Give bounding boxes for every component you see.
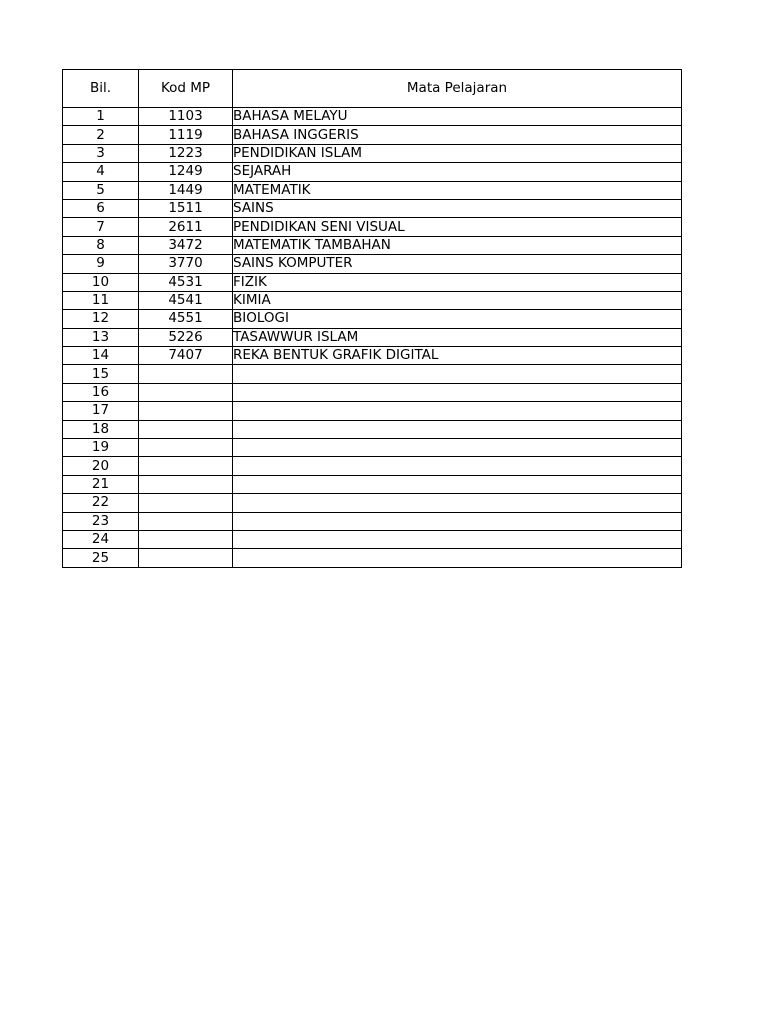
cell-mata-pelajaran: SAINS [233, 199, 682, 217]
cell-bil: 21 [63, 475, 139, 493]
header-bil: Bil. [63, 70, 139, 108]
table-row [63, 255, 682, 273]
table-body [63, 108, 682, 568]
table-row [63, 273, 682, 291]
cell-kod-mp [139, 494, 233, 512]
table-row [63, 383, 682, 401]
table-row [63, 291, 682, 309]
cell-bil: 13 [63, 328, 139, 346]
cell-mata-pelajaran: SEJARAH [233, 163, 682, 181]
cell-bil: 16 [63, 383, 139, 401]
cell-kod-mp: 4551 [139, 310, 233, 328]
table-row [63, 236, 682, 254]
cell-bil: 2 [63, 126, 139, 144]
cell-bil: 1 [63, 108, 139, 126]
cell-bil: 15 [63, 365, 139, 383]
table-row [63, 512, 682, 530]
table-row [63, 108, 682, 126]
table-row [63, 310, 682, 328]
cell-mata-pelajaran [233, 530, 682, 548]
cell-mata-pelajaran [233, 383, 682, 401]
cell-mata-pelajaran: BAHASA INGGERIS [233, 126, 682, 144]
cell-kod-mp [139, 420, 233, 438]
cell-mata-pelajaran: TASAWWUR ISLAM [233, 328, 682, 346]
cell-mata-pelajaran: BAHASA MELAYU [233, 108, 682, 126]
cell-kod-mp: 5226 [139, 328, 233, 346]
cell-mata-pelajaran: BIOLOGI [233, 310, 682, 328]
cell-kod-mp [139, 457, 233, 475]
table-row [63, 347, 682, 365]
cell-kod-mp: 2611 [139, 218, 233, 236]
cell-mata-pelajaran: MATEMATIK [233, 181, 682, 199]
cell-bil: 8 [63, 236, 139, 254]
cell-bil: 10 [63, 273, 139, 291]
cell-kod-mp: 7407 [139, 347, 233, 365]
cell-bil: 24 [63, 530, 139, 548]
cell-kod-mp: 1511 [139, 199, 233, 217]
table-row [63, 439, 682, 457]
cell-bil: 3 [63, 144, 139, 162]
cell-mata-pelajaran [233, 549, 682, 567]
cell-mata-pelajaran [233, 494, 682, 512]
cell-mata-pelajaran [233, 439, 682, 457]
table-row [63, 402, 682, 420]
cell-bil: 11 [63, 291, 139, 309]
cell-bil: 14 [63, 347, 139, 365]
cell-kod-mp: 1103 [139, 108, 233, 126]
cell-kod-mp [139, 512, 233, 530]
cell-kod-mp [139, 530, 233, 548]
table-row [63, 199, 682, 217]
cell-bil: 25 [63, 549, 139, 567]
cell-bil: 12 [63, 310, 139, 328]
table-row [63, 475, 682, 493]
cell-mata-pelajaran: PENDIDIKAN ISLAM [233, 144, 682, 162]
cell-mata-pelajaran: REKA BENTUK GRAFIK DIGITAL [233, 347, 682, 365]
cell-kod-mp: 1119 [139, 126, 233, 144]
cell-kod-mp [139, 365, 233, 383]
cell-kod-mp: 1449 [139, 181, 233, 199]
cell-kod-mp [139, 402, 233, 420]
cell-bil: 9 [63, 255, 139, 273]
cell-kod-mp [139, 439, 233, 457]
cell-kod-mp: 4531 [139, 273, 233, 291]
cell-kod-mp: 1223 [139, 144, 233, 162]
subject-table [62, 69, 682, 568]
subject-sheet [62, 69, 682, 568]
table-row [63, 365, 682, 383]
cell-kod-mp: 4541 [139, 291, 233, 309]
cell-mata-pelajaran [233, 457, 682, 475]
cell-mata-pelajaran [233, 402, 682, 420]
table-header [63, 70, 682, 108]
cell-mata-pelajaran [233, 365, 682, 383]
cell-bil: 22 [63, 494, 139, 512]
cell-bil: 7 [63, 218, 139, 236]
cell-mata-pelajaran: FIZIK [233, 273, 682, 291]
table-row [63, 163, 682, 181]
table-row [63, 457, 682, 475]
cell-bil: 19 [63, 439, 139, 457]
table-row [63, 144, 682, 162]
cell-bil: 6 [63, 199, 139, 217]
table-row [63, 126, 682, 144]
cell-kod-mp: 3472 [139, 236, 233, 254]
cell-kod-mp: 3770 [139, 255, 233, 273]
header-mata-pelajaran: Mata Pelajaran [233, 70, 682, 108]
cell-mata-pelajaran: SAINS KOMPUTER [233, 255, 682, 273]
cell-mata-pelajaran: MATEMATIK TAMBAHAN [233, 236, 682, 254]
cell-bil: 5 [63, 181, 139, 199]
cell-kod-mp [139, 383, 233, 401]
cell-mata-pelajaran [233, 475, 682, 493]
cell-kod-mp [139, 549, 233, 567]
table-row [63, 494, 682, 512]
cell-bil: 17 [63, 402, 139, 420]
table-row [63, 549, 682, 567]
cell-mata-pelajaran: KIMIA [233, 291, 682, 309]
cell-mata-pelajaran [233, 512, 682, 530]
header-kod-mp: Kod MP [139, 70, 233, 108]
table-row [63, 420, 682, 438]
cell-kod-mp: 1249 [139, 163, 233, 181]
cell-bil: 20 [63, 457, 139, 475]
table-row [63, 218, 682, 236]
cell-mata-pelajaran: PENDIDIKAN SENI VISUAL [233, 218, 682, 236]
cell-bil: 4 [63, 163, 139, 181]
cell-kod-mp [139, 475, 233, 493]
table-row [63, 328, 682, 346]
cell-mata-pelajaran [233, 420, 682, 438]
header-row [63, 70, 682, 108]
cell-bil: 18 [63, 420, 139, 438]
table-row [63, 530, 682, 548]
table-row [63, 181, 682, 199]
cell-bil: 23 [63, 512, 139, 530]
